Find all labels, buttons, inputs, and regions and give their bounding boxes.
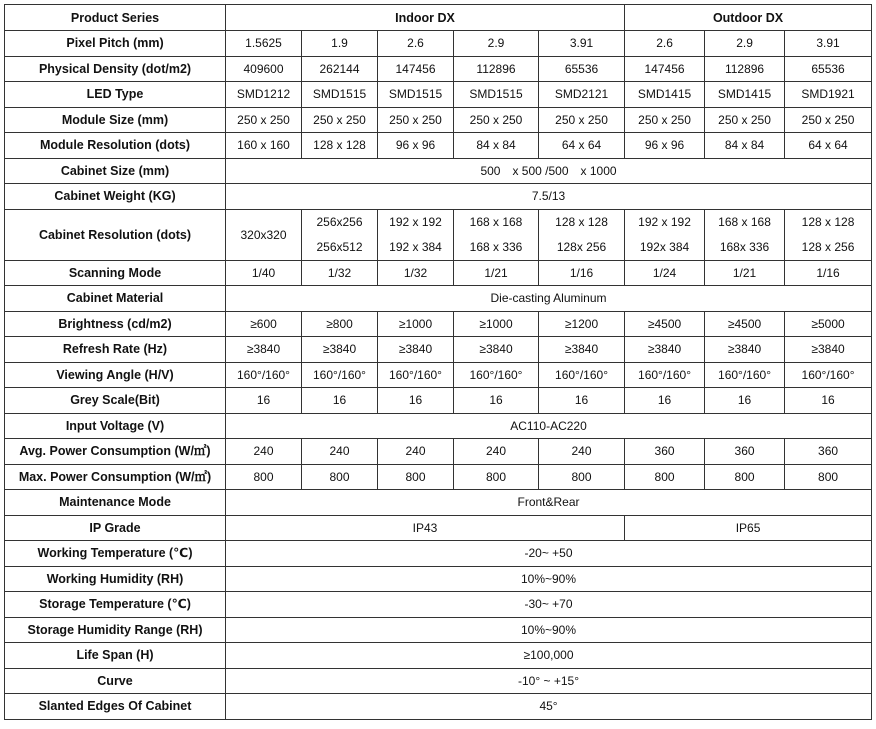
value-cell: 1.9 [302,31,378,57]
row-label: Maintenance Mode [5,490,226,516]
spec-row-cabinet-resolution-dots [5,209,872,260]
value-cell: 160°/160° [625,362,705,388]
value-cell: 147456 [625,56,705,82]
value-cell [302,209,378,260]
spec-row-grey-scale-bit [5,388,872,414]
value-cell: 128 x 128 [302,133,378,159]
value-cell: 2.9 [454,31,539,57]
value-cell: 16 [454,388,539,414]
row-label: Working Humidity (RH) [5,566,226,592]
merged-value-cell: 500 x 500 /500 x 1000 [226,158,872,184]
value-cell: 240 [539,439,625,465]
value-cell: 2.9 [705,31,785,57]
value-cell: ≥3840 [625,337,705,363]
value-cell: 800 [302,464,378,490]
value-cell: 16 [539,388,625,414]
value-cell: 1/21 [705,260,785,286]
header-row [5,5,872,31]
value-cell: 409600 [226,56,302,82]
value-line: 320x320 [240,227,287,242]
row-label: Slanted Edges Of Cabinet [5,694,226,720]
row-label: Cabinet Resolution (dots) [5,209,226,260]
value-cell: ≥3840 [226,337,302,363]
row-label: IP Grade [5,515,226,541]
value-line: 128 x 128 [801,214,855,229]
outdoor-header: Outdoor DX [625,5,872,31]
merged-value-cell: Front&Rear [226,490,872,516]
value-cell: 800 [226,464,302,490]
spec-table [4,4,872,720]
value-cell: 800 [378,464,454,490]
value-cell: 64 x 64 [785,133,872,159]
row-label: Working Temperature (℃) [5,541,226,567]
value-cell: SMD1515 [302,82,378,108]
value-cell [226,209,302,260]
merged-value-cell: AC110-AC220 [226,413,872,439]
row-label: Brightness (cd/m2) [5,311,226,337]
value-cell: ≥3840 [705,337,785,363]
value-cell: 160°/160° [454,362,539,388]
spec-row-module-resolution-dots [5,133,872,159]
value-cell: 84 x 84 [454,133,539,159]
value-cell: 16 [785,388,872,414]
value-cell: 1/16 [539,260,625,286]
value-cell: 2.6 [625,31,705,57]
value-cell: 250 x 250 [785,107,872,133]
spec-row-pixel-pitch-mm [5,31,872,57]
value-cell: ≥5000 [785,311,872,337]
value-cell: 160 x 160 [226,133,302,159]
indoor-header: Indoor DX [226,5,625,31]
value-line: 192x 384 [639,239,690,254]
spec-row-curve [5,668,872,694]
value-cell: 96 x 96 [378,133,454,159]
spec-row-scanning-mode [5,260,872,286]
value-cell: 1/32 [378,260,454,286]
value-cell [625,209,705,260]
value-line: 168x 336 [719,239,770,254]
value-cell: 800 [454,464,539,490]
value-cell: SMD2121 [539,82,625,108]
value-cell: 65536 [539,56,625,82]
value-cell: 240 [302,439,378,465]
spec-row-refresh-rate-hz [5,337,872,363]
value-cell: 360 [785,439,872,465]
value-cell: ≥3840 [785,337,872,363]
merged-value-cell: -30~ +70 [226,592,872,618]
value-cell: ≥1000 [454,311,539,337]
value-cell: 160°/160° [226,362,302,388]
value-cell: 800 [785,464,872,490]
value-line: 192 x 384 [389,239,442,254]
value-cell: 16 [378,388,454,414]
value-cell: 800 [705,464,785,490]
spec-row-avg-power-consumption-w [5,439,872,465]
spec-row-ip-grade [5,515,872,541]
value-line: 256x256 [316,214,363,229]
value-cell: ≥3840 [454,337,539,363]
spec-row-cabinet-material [5,286,872,312]
row-label: Module Resolution (dots) [5,133,226,159]
value-cell: ≥3840 [378,337,454,363]
value-cell: 250 x 250 [705,107,785,133]
header-label: Product Series [5,5,226,31]
value-cell: 16 [625,388,705,414]
value-cell: 16 [705,388,785,414]
value-cell [378,209,454,260]
value-line: 168 x 168 [469,214,523,229]
spec-table-body [5,5,872,720]
value-cell: 240 [378,439,454,465]
value-cell: 147456 [378,56,454,82]
value-cell [539,209,625,260]
value-cell: 360 [705,439,785,465]
value-line: 128x 256 [556,239,607,254]
row-label: Pixel Pitch (mm) [5,31,226,57]
value-cell: 800 [625,464,705,490]
spec-row-cabinet-size-mm [5,158,872,184]
value-line: 168 x 336 [469,239,523,254]
row-label: Cabinet Size (mm) [5,158,226,184]
merged-value-cell: 45° [226,694,872,720]
row-label: Module Size (mm) [5,107,226,133]
row-label: Curve [5,668,226,694]
row-label: Input Voltage (V) [5,413,226,439]
value-cell: 250 x 250 [302,107,378,133]
value-cell: 240 [226,439,302,465]
value-cell: 3.91 [539,31,625,57]
value-cell: SMD1921 [785,82,872,108]
value-cell: ≥4500 [625,311,705,337]
value-cell: 96 x 96 [625,133,705,159]
value-cell: 250 x 250 [378,107,454,133]
spec-row-physical-density-dot-m2 [5,56,872,82]
value-cell: SMD1415 [705,82,785,108]
row-label: Viewing Angle (H/V) [5,362,226,388]
merged-value-cell: ≥100,000 [226,643,872,669]
value-cell: ≥600 [226,311,302,337]
value-line: 128 x 256 [801,239,855,254]
spec-row-max-power-consumption-w [5,464,872,490]
row-label: Cabinet Weight (KG) [5,184,226,210]
row-label: LED Type [5,82,226,108]
value-cell: 84 x 84 [705,133,785,159]
value-cell: 250 x 250 [625,107,705,133]
row-label: Refresh Rate (Hz) [5,337,226,363]
value-cell: ≥1000 [378,311,454,337]
row-label: Storage Humidity Range (RH) [5,617,226,643]
value-cell: 1/16 [785,260,872,286]
spec-row-life-span-h [5,643,872,669]
spec-row-module-size-mm [5,107,872,133]
value-cell: ≥3840 [539,337,625,363]
spec-row-maintenance-mode [5,490,872,516]
merged-value-cell: -20~ +50 [226,541,872,567]
spec-row-cabinet-weight-kg [5,184,872,210]
value-cell [705,209,785,260]
row-label: Cabinet Material [5,286,226,312]
value-cell: SMD1212 [226,82,302,108]
value-line: 192 x 192 [638,214,691,229]
value-cell: 3.91 [785,31,872,57]
value-cell: 160°/160° [302,362,378,388]
value-cell: SMD1515 [454,82,539,108]
value-cell [454,209,539,260]
row-label: Storage Temperature (℃) [5,592,226,618]
value-cell: 1/21 [454,260,539,286]
row-label: Grey Scale(Bit) [5,388,226,414]
value-cell: 1/40 [226,260,302,286]
value-cell: ≥1200 [539,311,625,337]
indoor-value-cell: IP43 [226,515,625,541]
row-label: Life Span (H) [5,643,226,669]
outdoor-value-cell: IP65 [625,515,872,541]
merged-value-cell: 10%~90% [226,566,872,592]
value-cell: 112896 [454,56,539,82]
row-label: Physical Density (dot/m2) [5,56,226,82]
value-cell: 160°/160° [705,362,785,388]
spec-row-brightness-cd-m2 [5,311,872,337]
spec-row-storage-humidity-range-rh [5,617,872,643]
value-cell: ≥4500 [705,311,785,337]
value-cell: 262144 [302,56,378,82]
value-cell: 1.5625 [226,31,302,57]
value-cell: 112896 [705,56,785,82]
merged-value-cell: -10° ~ +15° [226,668,872,694]
value-cell: SMD1515 [378,82,454,108]
value-cell: 1/32 [302,260,378,286]
value-cell: 160°/160° [785,362,872,388]
value-cell: 250 x 250 [454,107,539,133]
value-line: 128 x 128 [555,214,608,229]
value-line: 256x512 [316,239,363,254]
spec-row-slanted-edges-of-cabinet [5,694,872,720]
value-cell: ≥3840 [302,337,378,363]
value-cell: 250 x 250 [226,107,302,133]
value-cell [785,209,872,260]
value-cell: 160°/160° [539,362,625,388]
value-cell: 240 [454,439,539,465]
value-cell: 1/24 [625,260,705,286]
value-cell: 2.6 [378,31,454,57]
value-cell: 160°/160° [378,362,454,388]
row-label: Avg. Power Consumption (W/㎡) [5,439,226,465]
merged-value-cell: 10%~90% [226,617,872,643]
row-label: Max. Power Consumption (W/㎡) [5,464,226,490]
value-line: 168 x 168 [718,214,771,229]
value-cell: 250 x 250 [539,107,625,133]
value-cell: 64 x 64 [539,133,625,159]
merged-value-cell: 7.5/13 [226,184,872,210]
row-label: Scanning Mode [5,260,226,286]
spec-row-storage-temperature [5,592,872,618]
value-cell: ≥800 [302,311,378,337]
value-cell: 16 [226,388,302,414]
value-cell: 800 [539,464,625,490]
value-cell: 360 [625,439,705,465]
spec-row-viewing-angle-h-v [5,362,872,388]
value-cell: SMD1415 [625,82,705,108]
value-line: 192 x 192 [389,214,442,229]
value-cell: 16 [302,388,378,414]
merged-value-cell: Die-casting Aluminum [226,286,872,312]
spec-row-led-type [5,82,872,108]
spec-row-working-humidity-rh [5,566,872,592]
value-cell: 65536 [785,56,872,82]
spec-row-input-voltage-v [5,413,872,439]
spec-row-working-temperature [5,541,872,567]
